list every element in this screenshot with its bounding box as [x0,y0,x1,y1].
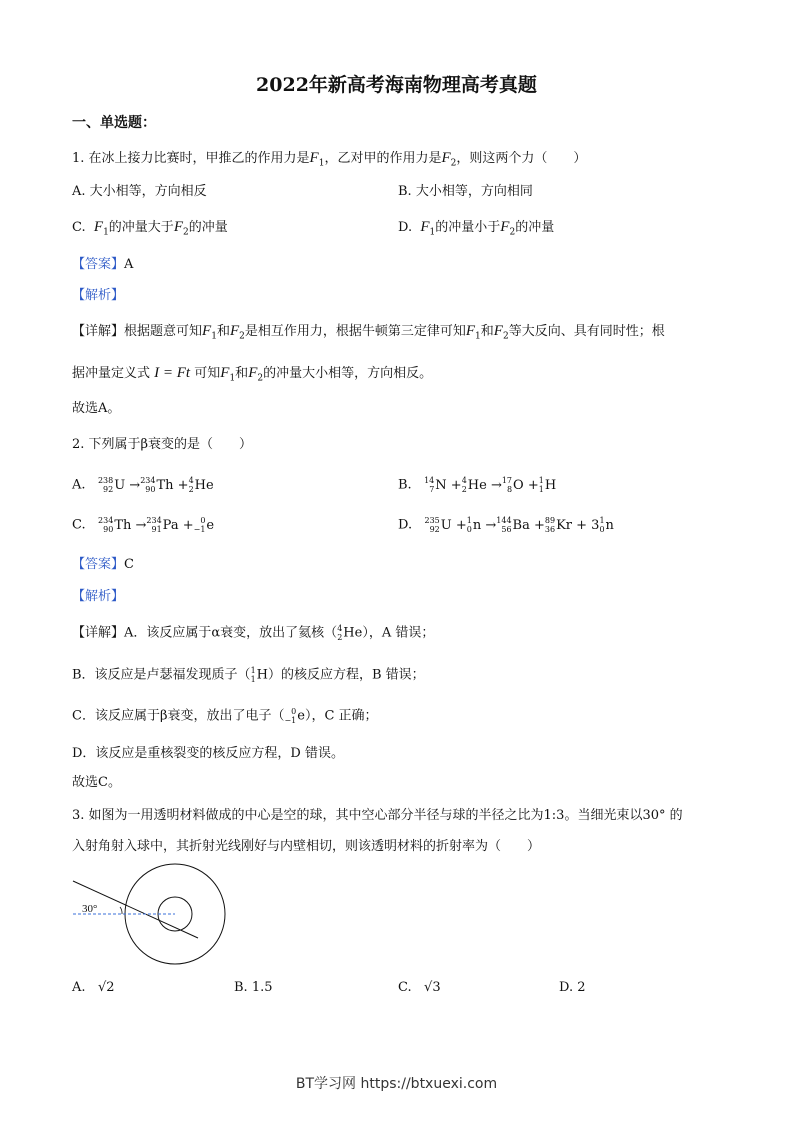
angle-label: 30° [82,903,98,915]
q3-stem-line1: 3. 如图为一用透明材料做成的中心是空的球，其中空心部分半径与球的半径之比为1:3。当细光束以30° 的 [72,808,683,823]
angle-arc [120,907,122,914]
q1-stem: 1. 在冰上接力比赛时，甲推乙的作用力是$F_1$，乙对甲的作用力是$F_2$，则这两个力（ ） [72,150,587,169]
q2-option-b-equation: 14 7 N + 4 2 He → 17 8 O + 1 1 H [424,476,557,494]
q1-option-c: C. $F_1$的冲量大于$F_2$的冲量 [72,219,228,238]
q3-option-b: B. 1.5 [234,980,273,995]
q1-analysis-label: 【解析】 [72,288,125,303]
q1-answer: 【答案】A [72,257,134,272]
q1-option-b: B. 大小相等，方向相同 [398,184,533,199]
q1-option-d: D. $F_1$的冲量小于$F_2$的冲量 [398,219,555,238]
q2-option-b: B. 14 7 N + 4 2 He → 17 8 O + 1 1 H [398,476,557,494]
q2-analysis-label: 【解析】 [72,589,125,604]
q1-option-a: A. 大小相等，方向相反 [72,184,207,199]
hollow-sphere-figure [70,860,230,970]
q3-option-a: A. √2 [72,980,115,995]
q2-answer: 【答案】C [72,557,134,572]
q2-detail-b: B．该反应是卢瑟福发现质子（ 1 1 H）的核反应方程，B 错误； [72,666,425,684]
q2-detail-c: C．该反应属于β衰变，放出了电子（ 0 −1 e），C 正确； [72,707,378,725]
q1-detail-line2: 据冲量定义式 I = Ft 可知$F_1$和$F_2$的冲量大小相等，方向相反。 [72,365,433,384]
q2-option-c-equation: 234 90 Th → 234 91 Pa + 0 −1 e [98,516,215,534]
section-heading: 一、单选题： [72,115,156,131]
q2-choose: 故选C。 [72,775,121,790]
q2-stem: 2. 下列属于β衰变的是（ ） [72,437,253,452]
q3-stem-line2: 入射角射入球中，其折射光线刚好与内壁相切，则该透明材料的折射率为（ ） [72,839,541,854]
q2-option-d-equation: 235 92 U + 1 0 n → 144 56 Ba + 89 36 Kr + 3 1 0 n [424,516,614,534]
q2-option-c: C. 234 90 Th → 234 91 Pa + 0 −1 e [72,516,215,534]
page-title: 2022年新高考海南物理高考真题 [256,74,537,96]
q1-choose: 故选A。 [72,401,121,416]
q2-option-d: D. 235 92 U + 1 0 n → 144 56 Ba + 89 36 Kr + 3 1 0 n [398,516,614,534]
q2-detail-d: D．该反应是重核裂变的核反应方程，D 错误。 [72,746,344,761]
q2-option-a-equation: 238 92 U → 234 90 Th + 4 2 He [97,476,214,494]
q3-option-d: D. 2 [559,980,586,995]
q2-detail-a: 【详解】A．该反应属于α衰变，放出了氦核（ 4 2 He），A 错误； [72,624,435,642]
q3-option-c: C. √3 [398,980,441,995]
footer-watermark: BT学习网 https://btxuexi.com [295,1076,498,1092]
q2-option-a: A. 238 92 U → 234 90 Th + 4 2 He [72,476,214,494]
q1-detail-line1: 【详解】根据题意可知$F_1$和$F_2$是相互作用力，根据牛顿第三定律可知$F_1$和$F_2$等大反向、具有同时性；根 [72,323,665,342]
